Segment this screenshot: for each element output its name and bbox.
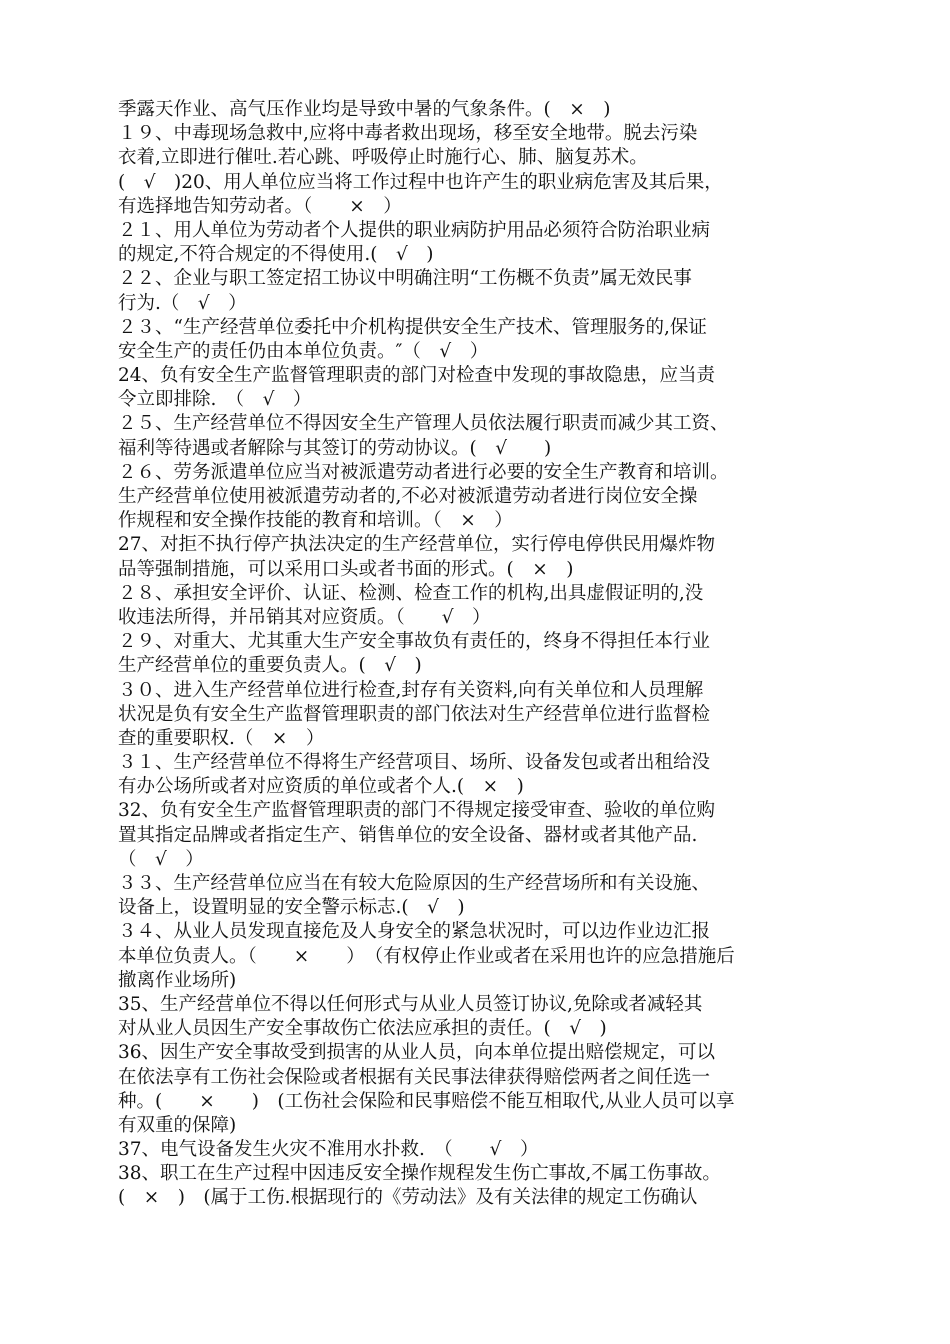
text-line: 行为.（ √ ）: [118, 292, 247, 314]
text-line: 福利等待遇或者解除与其签订的劳动协议。( √ ): [118, 437, 552, 459]
document-body: [118, 98, 840, 1211]
text-line: 37、电气设备发生火灾不准用水扑救. （ √ ）: [118, 1139, 539, 1161]
text-line: 季露天作业、高气压作业均是导致中暑的气象条件。( × ): [118, 99, 611, 120]
text-line: １９、中毒现场急救中,应将中毒者救出现场，移至安全地带。脱去污染: [118, 123, 698, 145]
text-line: 种。( × ) (工伤社会保险和民事赔偿不能互相取代,从业人员可以享: [118, 1090, 735, 1112]
text-line: （ √ ）: [118, 848, 204, 870]
text-line: 本单位负责人。（ × ） （有权停止作业或者在采用也许的应急措施后: [118, 945, 735, 967]
text-line: 对从业人员因生产安全事故伤亡依法应承担的责任。( √ ): [118, 1018, 607, 1040]
text-line: 品等强制措施，可以采用口头或者书面的形式。( × ): [118, 558, 574, 580]
text-line: ( √ )20、用人单位应当将工作过程中也许产生的职业病危害及其后果，: [118, 171, 723, 193]
text-line: ２６、劳务派遣单位应当对被派遣劳动者进行必要的安全生产教育和培训。: [118, 461, 729, 483]
text-line: 令立即排除. （ √ ）: [118, 389, 312, 411]
text-line: 24、负有安全生产监督管理职责的部门对检查中发现的事故隐患，应当责: [118, 365, 716, 387]
text-line: 有选择地告知劳动者。（ × ）: [118, 195, 402, 217]
text-line: 安全生产的责任仍由本单位负责。″（ √ ）: [118, 340, 489, 362]
text-line: 36、因生产安全事故受到损害的从业人员，向本单位提出赔偿规定，可以: [118, 1042, 716, 1064]
text-line: ２１、用人单位为劳动者个人提供的职业病防护用品必须符合防治职业病: [118, 219, 711, 241]
text-line: 的规定,不符合规定的不得使用.( √ ): [118, 244, 434, 266]
text-line: 撤离作业场所): [118, 969, 237, 991]
text-line: 作规程和安全操作技能的教育和培训。（ × ）: [118, 510, 513, 532]
text-line: ３０、进入生产经营单位进行检查,封存有关资料,向有关单位和人员理解: [118, 679, 704, 701]
text-line: 查的重要职权.（ × ）: [118, 727, 325, 749]
text-line: 置其指定品牌或者指定生产、销售单位的安全设备、器材或者其他产品.: [118, 824, 698, 846]
text-line: 状况是负有安全生产监督管理职责的部门依法对生产经营单位进行监督检: [118, 703, 711, 725]
text-line: 38、职工在生产过程中因违反安全操作规程发生伤亡事故,不属工伤事故。: [118, 1163, 721, 1185]
text-line: ２５、生产经营单位不得因安全生产管理人员依法履行职责而减少其工资、: [118, 413, 729, 435]
text-line: 35、生产经营单位不得以任何形式与从业人员签订协议,免除或者减轻其: [118, 993, 703, 1015]
text-line: ２３、“生产经营单位委托中介机构提供安全生产技术、管理服务的,保证: [118, 316, 707, 338]
text-line: ２８、承担安全评价、认证、检测、检查工作的机构,出具虚假证明的,没: [118, 582, 704, 604]
text-line: 生产经营单位的重要负责人。( √ ): [118, 655, 422, 677]
text-line: 收违法所得，并吊销其对应资质。（ √ ）: [118, 606, 491, 628]
text-line: ２９、对重大、尤其重大生产安全事故负有责任的，终身不得担任本行业: [118, 631, 711, 653]
text-line: 27、对拒不执行停产执法决定的生产经营单位，实行停电停供民用爆炸物: [118, 534, 716, 556]
text-line: 衣着,立即进行催吐.若心跳、呼吸停止时施行心、肺、脑复苏术。: [118, 147, 648, 169]
text-line: 生产经营单位使用被派遣劳动者的,不必对被派遣劳动者进行岗位安全操: [118, 486, 698, 507]
text-line: 有双重的保障): [118, 1114, 237, 1136]
text-line: ３３、生产经营单位应当在有较大危险原因的生产经营场所和有关设施、: [118, 873, 711, 894]
text-line: 有办公场所或者对应资质的单位或者个人.( × ): [118, 776, 524, 798]
text-line: ３１、生产经营单位不得将生产经营项目、场所、设备发包或者出租给没: [118, 752, 711, 774]
text-line: 设备上，设置明显的安全警示标志.( √ ): [118, 897, 465, 919]
text-line: 在依法享有工伤社会保险或者根据有关民事法律获得赔偿两者之间任选一: [118, 1066, 711, 1088]
text-line: 32、负有安全生产监督管理职责的部门不得规定接受审查、验收的单位购: [118, 800, 716, 822]
text-line: ２２、企业与职工签定招工协议中明确注明“工伤概不负责”属无效民事: [118, 268, 692, 290]
text-line: ３４、从业人员发现直接危及人身安全的紧急状况时，可以边作业边汇报: [118, 921, 711, 943]
text-line: ( × ) (属于工伤.根据现行的《劳动法》及有关法律的规定工伤确认: [118, 1187, 698, 1209]
